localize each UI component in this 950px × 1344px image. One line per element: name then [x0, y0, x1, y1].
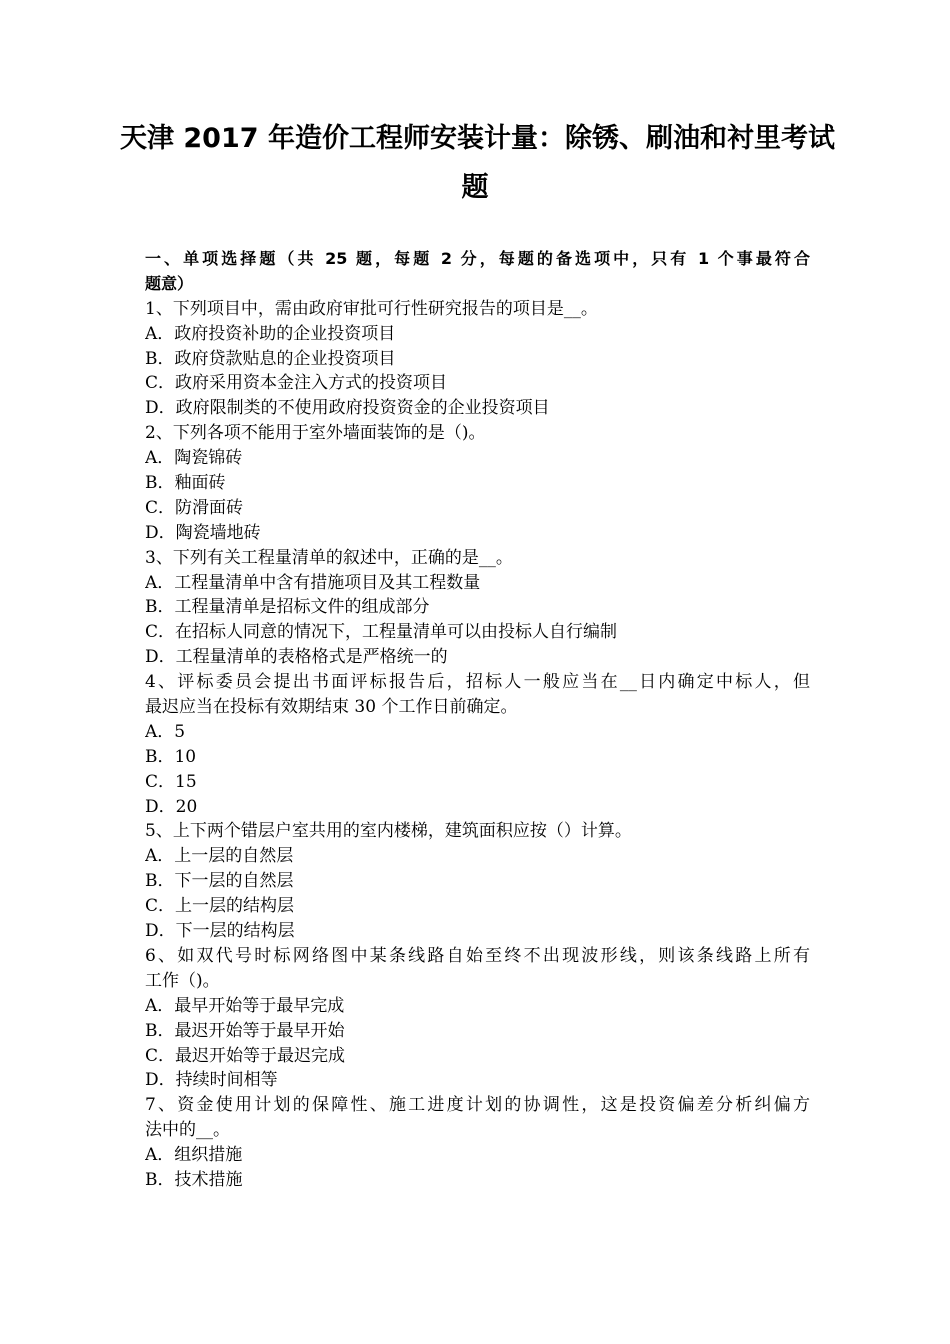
- question-stem: 6、如双代号时标网络图中某条线路自始至终不出现波形线，则该条线路上所有: [145, 945, 810, 966]
- option-b: B．10: [145, 746, 197, 767]
- option-a: A．组织措施: [145, 1145, 243, 1166]
- option-b: B．最迟开始等于最早开始: [145, 1020, 345, 1041]
- option-a: A．最早开始等于最早完成: [145, 995, 345, 1016]
- question-stem: 7、资金使用计划的保障性、施工进度计划的协调性，这是投资偏差分析纠偏方: [145, 1095, 810, 1116]
- question-stem-continued: 最迟应当在投标有效期结束 30 个工作日前确定。: [145, 697, 518, 718]
- section-heading-line2: 题意）: [145, 273, 194, 293]
- question-2: [145, 421, 810, 545]
- option-b: B．釉面砖: [145, 473, 226, 494]
- question-1: [145, 297, 810, 421]
- question-6: [145, 944, 810, 1093]
- option-c: C．政府采用资本金注入方式的投资项目: [145, 373, 448, 394]
- document-body: [145, 247, 810, 1193]
- question-stem: 2、下列各项不能用于室外墙面装饰的是（)。: [145, 423, 486, 444]
- option-b: B．政府贷款贴息的企业投资项目: [145, 348, 396, 369]
- option-c: C．15: [145, 771, 197, 792]
- question-5: [145, 819, 810, 943]
- question-stem: 1、下列项目中，需由政府审批可行性研究报告的项目是__。: [145, 298, 598, 319]
- question-stem: 4、评标委员会提出书面评标报告后，招标人一般应当在__日内确定中标人，但: [145, 672, 810, 693]
- option-d: D．20: [145, 796, 198, 817]
- option-c: C．最迟开始等于最迟完成: [145, 1045, 346, 1066]
- option-a: A．政府投资补助的企业投资项目: [145, 323, 396, 344]
- option-a: A．5: [145, 721, 186, 742]
- option-d: D．陶瓷墙地砖: [145, 522, 261, 543]
- option-a: A．工程量清单中含有措施项目及其工程数量: [145, 572, 481, 593]
- option-a: A．上一层的自然层: [145, 846, 294, 867]
- question-stem-continued: 工作（)。: [145, 970, 220, 991]
- option-d: D．下一层的结构层: [145, 921, 295, 942]
- question-stem: 5、上下两个错层户室共用的室内楼梯，建筑面积应按（）计算。: [145, 821, 632, 842]
- option-b: B．技术措施: [145, 1169, 243, 1190]
- document-title-line1: 天津 2017 年造价工程师安装计量：除锈、刷油和衬里考试: [120, 123, 835, 154]
- question-3: [145, 546, 810, 670]
- option-c: C．在招标人同意的情况下，工程量清单可以由投标人自行编制: [145, 622, 618, 643]
- option-b: B．工程量清单是招标文件的组成部分: [145, 597, 430, 618]
- section-heading-line1: 一、单项选择题（共 25 题，每题 2 分，每题的备选项中，只有 1 个事最符合: [145, 249, 810, 268]
- option-b: B．下一层的自然层: [145, 871, 294, 892]
- question-stem: 3、下列有关工程量清单的叙述中，正确的是__。: [145, 547, 513, 568]
- option-c: C．上一层的结构层: [145, 896, 295, 917]
- document-title-line2: 题: [461, 172, 489, 203]
- question-7: [145, 1093, 810, 1193]
- option-c: C．防滑面砖: [145, 497, 244, 518]
- option-a: A．陶瓷锦砖: [145, 448, 243, 469]
- option-d: D．持续时间相等: [145, 1070, 278, 1091]
- question-4: [145, 670, 810, 819]
- question-stem-continued: 法中的__。: [145, 1120, 230, 1141]
- option-d: D．政府限制类的不使用政府投资资金的企业投资项目: [145, 398, 550, 419]
- option-d: D．工程量清单的表格格式是严格统一的: [145, 647, 448, 668]
